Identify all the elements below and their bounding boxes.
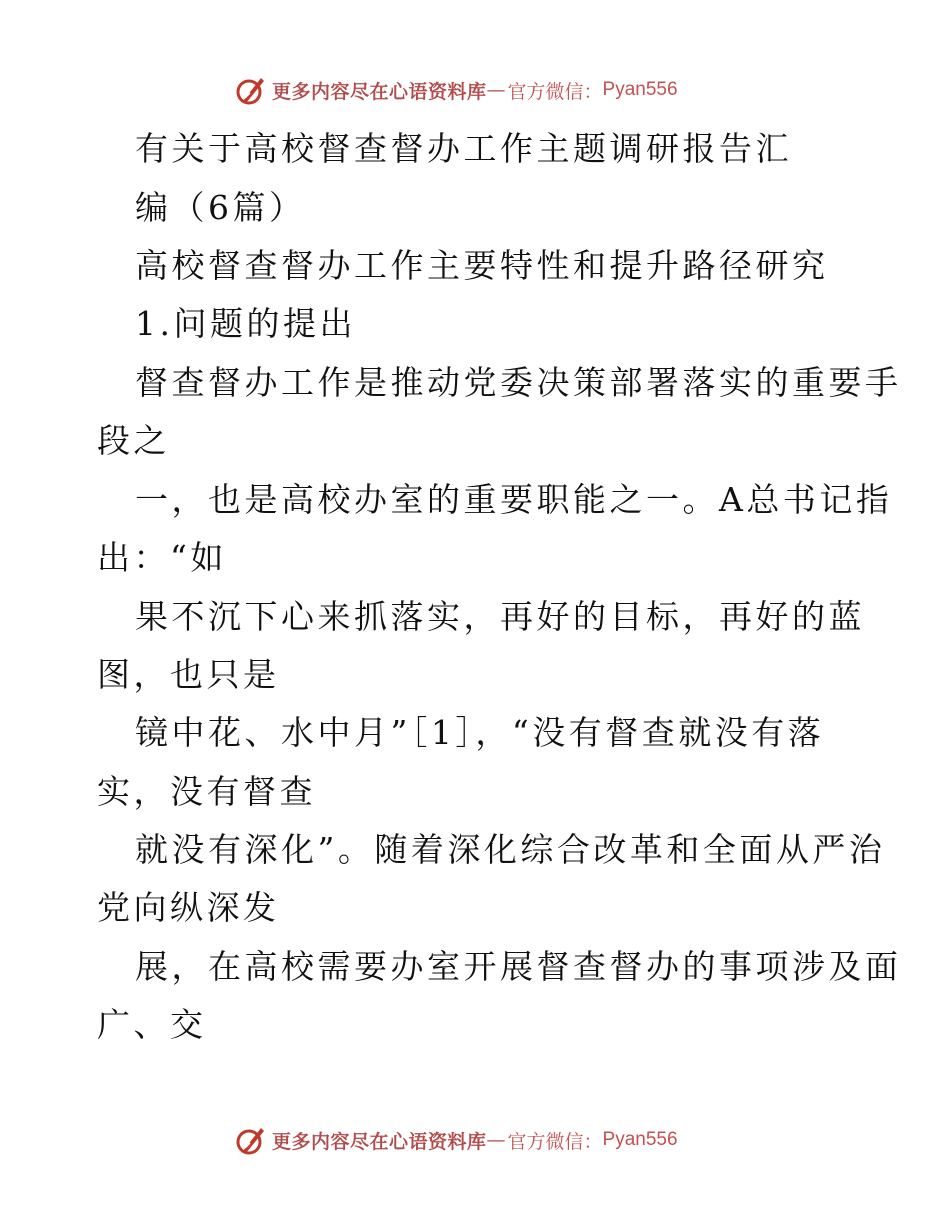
document-subtitle: 高校督查督办工作主要特性和提升路径研究 bbox=[135, 246, 829, 285]
paragraph-line: 果不沉下心来抓落实，再好的目标，再好的蓝 bbox=[135, 597, 865, 636]
banner-site-text: 更多内容尽在心语资料库 bbox=[272, 1130, 487, 1153]
banner-wechat-label: 官方微信： bbox=[507, 1130, 603, 1153]
header-banner bbox=[234, 72, 678, 108]
footer-banner bbox=[234, 1122, 678, 1158]
banner-wechat-label: 官方微信： bbox=[507, 80, 603, 103]
quill-logo-icon bbox=[234, 73, 268, 107]
banner-dash: — bbox=[486, 1129, 506, 1151]
paragraph-line: 段之 bbox=[97, 421, 170, 460]
section-heading: 1.问题的提出 bbox=[135, 304, 356, 343]
paragraph-line: 广、交 bbox=[97, 1005, 207, 1044]
paragraph-line: 图，也只是 bbox=[97, 655, 280, 694]
banner-dash: — bbox=[486, 79, 506, 101]
document-title-line-2: 编（6篇） bbox=[135, 188, 306, 227]
paragraph-line: 实，没有督查 bbox=[97, 772, 316, 811]
paragraph-line: 党向纵深发 bbox=[97, 888, 280, 927]
banner-wechat-id: Pyan556 bbox=[602, 79, 678, 100]
document-title-line-1: 有关于高校督查督办工作主题调研报告汇 bbox=[135, 129, 792, 168]
paragraph-line: 镜中花、水中月”［1］，“没有督查就没有落 bbox=[135, 713, 825, 752]
paragraph-line: 出：“如 bbox=[97, 538, 227, 577]
paragraph-line: 督查督办工作是推动党委决策部署落实的重要手 bbox=[135, 363, 902, 402]
paragraph-line: 展，在高校需要办室开展督查督办的事项涉及面 bbox=[135, 947, 902, 986]
paragraph-line: 就没有深化”。随着深化综合改革和全面从严治 bbox=[135, 830, 886, 869]
banner-wechat-id: Pyan556 bbox=[602, 1129, 678, 1150]
banner-site-text: 更多内容尽在心语资料库 bbox=[272, 80, 487, 103]
paragraph-line: 一，也是高校办室的重要职能之一。A总书记指 bbox=[135, 480, 893, 519]
quill-logo-icon bbox=[234, 1123, 268, 1157]
